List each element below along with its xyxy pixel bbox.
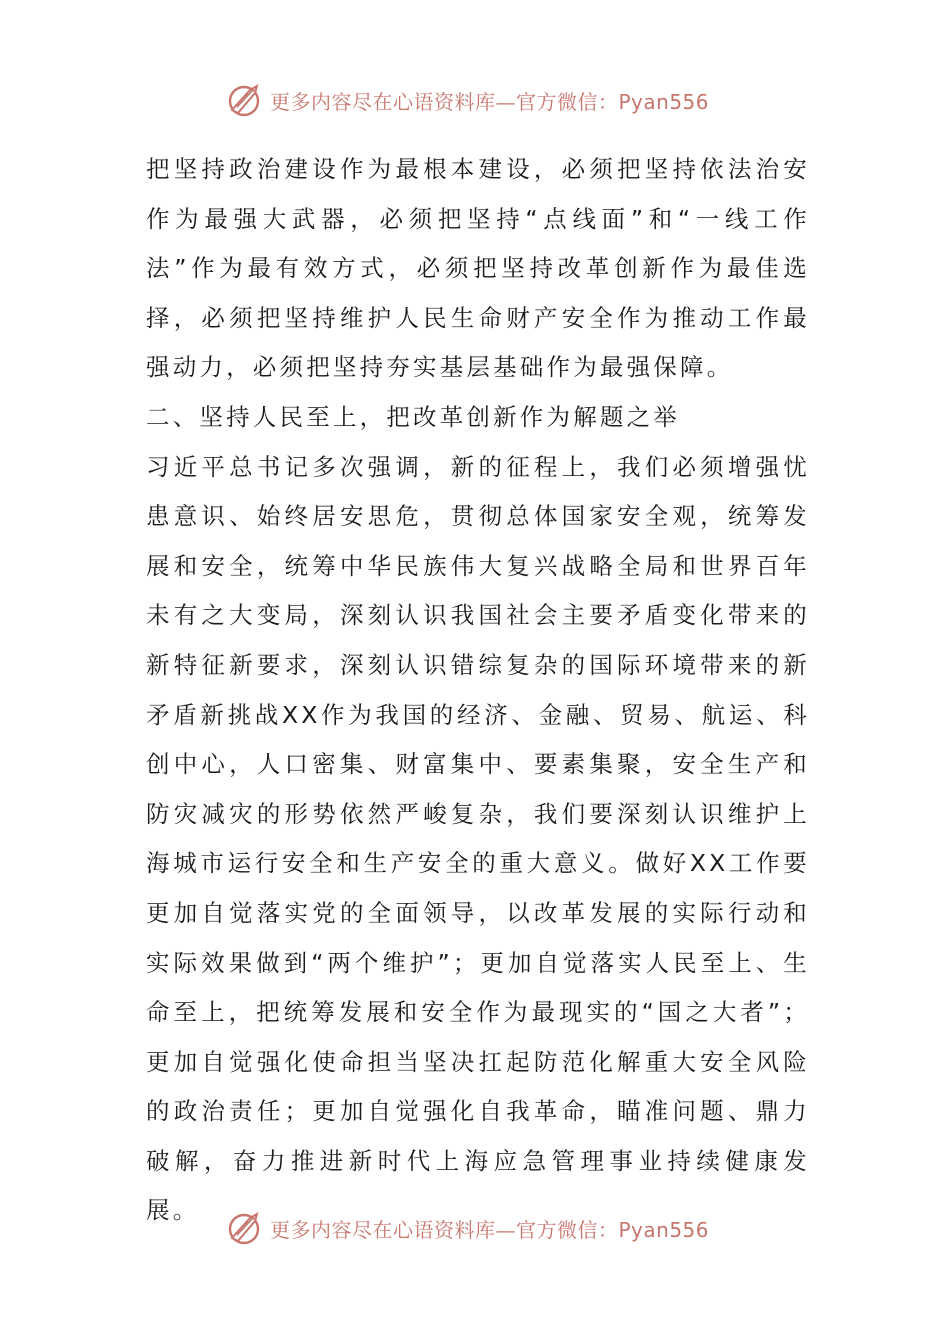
banner-text	[270, 1214, 709, 1243]
header-watermark-banner	[226, 78, 746, 122]
footer-watermark-banner	[226, 1206, 746, 1250]
banner-wechat-id: Pyan556	[618, 1217, 710, 1242]
section-heading-2: 二、坚持人民至上，把改革创新作为解题之举	[146, 402, 680, 431]
pen-nib-logo-icon	[226, 1208, 266, 1248]
banner-separator: —	[495, 1217, 516, 1242]
banner-main-text: 更多内容尽在心语资料库	[270, 89, 496, 114]
pen-nib-logo-icon	[226, 80, 266, 120]
banner-text	[270, 86, 709, 115]
banner-wechat-label: 官方微信：	[516, 1217, 619, 1242]
banner-main-text: 更多内容尽在心语资料库	[270, 1217, 496, 1242]
banner-wechat-label: 官方微信：	[516, 89, 619, 114]
paragraph-2: 习近平总书记多次强调，新的征程上，我们必须增强忧患意识、始终居安思危，贯彻总体国家安全观，统筹发展和安全，统筹中华民族伟大复兴战略全局和世界百年未有之大变局，深刻认识我国社会主要矛盾变化带来的新特征新要求，深刻认识错综复杂的国际环境带来的新矛盾新挑战XX作为我国的经济、金融、贸易、航运、科创中心，人口密集、财富集中、要素集聚，安全生产和防灾减灾的形势依然严峻复杂，我们要深刻认识维护上海城市运行安全和生产安全的重大意义。做好XX工作要更加自觉落实党的全面领导，以改革发展的实际行动和实际效果做到“两个维护”；更加自觉落实人民至上、生命至上，把统筹发展和安全作为最现实的“国之大者”；更加自觉强化使命担当坚决扛起防范化解重大安全风险的政治责任；更加自觉强化自我革命，瞄准问题、鼎力破解，奋力推进新时代上海应急管理事业持续健康发展。	[146, 452, 810, 1225]
banner-wechat-id: Pyan556	[618, 89, 710, 114]
paragraph-1: 把坚持政治建设作为最根本建设，必须把坚持依法治安作为最强大武器，必须把坚持“点线面”和“一线工作法”作为最有效方式，必须把坚持改革创新作为最佳选择，必须把坚持维护人民生命财产安全作为推动工作最强动力，必须把坚持夯实基层基础作为最强保障。	[146, 155, 810, 382]
document-body	[146, 145, 810, 1236]
banner-separator: —	[495, 89, 516, 114]
